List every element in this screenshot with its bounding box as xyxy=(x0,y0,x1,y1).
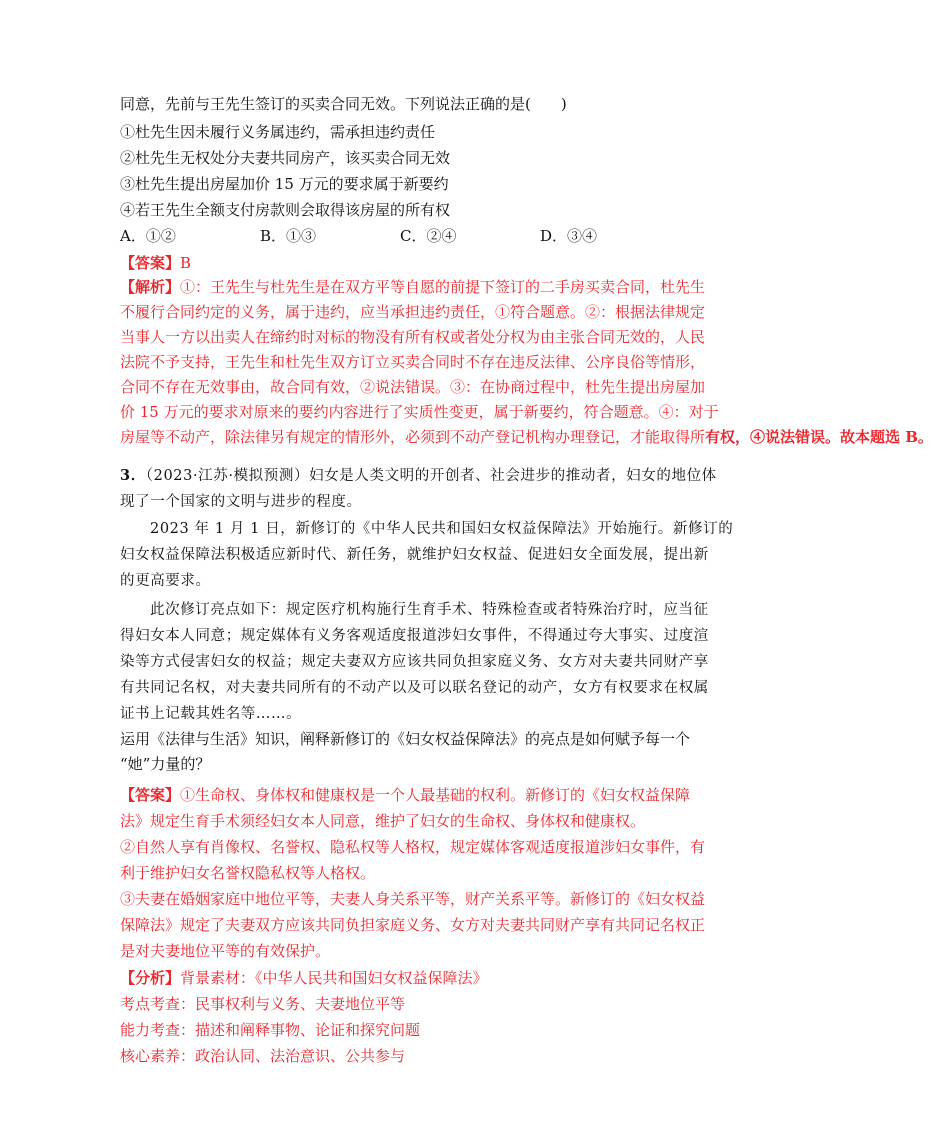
q3-analysis-points: 考点考查：民事权利与义务、夫妻地位平等 xyxy=(120,995,406,1013)
q3-answer-line-5: ③夫妻在婚姻家庭中地位平等，夫妻人身关系平等，财产关系平等。新修订的《妇女权益 xyxy=(120,890,706,908)
q2-option-c: C．②④ xyxy=(400,227,457,245)
q3-material-2-line-4: 有共同记名权，对夫妻共同所有的不动产以及可以联名登记的动产，女方有权要求在权属 xyxy=(120,680,709,696)
q3-material-1-line-2: 妇女权益保障法积极适应新时代、新任务，就维护妇女权益、促进妇女全面发展，提出新 xyxy=(120,547,709,563)
q2-analysis-line-5: 合同不存在无效事由，故合同有效，②说法错误。③：在协商过程中，杜先生提出房屋加 xyxy=(120,378,706,396)
q3-answer-line-4: 利于维护妇女名誉权隐私权等人格权。 xyxy=(120,864,376,882)
q2-statement-4: ④若王先生全额支付房款则会取得该房屋的所有权 xyxy=(120,201,451,219)
q2-analysis-line-4: 法院不予支持，王先生和杜先生双方订立买卖合同时不存在违反法律、公序良俗等情形， xyxy=(120,353,706,371)
q3-material-1-line-3: 的更高要求。 xyxy=(120,573,211,589)
q3-material-2-line-3: 染等方式侵害妇女的权益；规定夫妻双方应该共同负担家庭义务、女方对夫妻共同财产享 xyxy=(120,654,709,670)
q2-analysis-line-7: 房屋等不动产，除法律另有规定的情形外，必须到不动产登记机构办理登记，才能取得所有权，④说法错误。故本题选 B。 xyxy=(120,428,933,446)
q3-answer-line-2: 法》规定生育手术须经妇女本人同意，维护了妇女的生命权、身体权和健康权。 xyxy=(120,812,646,830)
q3-analysis-ability: 能力考查：描述和阐释事物、论证和探究问题 xyxy=(120,1021,421,1039)
q3-analysis-background: 【分析】背景素材：《中华人民共和国妇女权益保障法》 xyxy=(120,969,488,987)
q3-answer-line-6: 保障法》规定了夫妻双方应该共同负担家庭义务、女方对夫妻共同财产享有共同记名权正 xyxy=(120,916,706,934)
q3-stem-line-2: 现了一个国家的文明与进步的程度。 xyxy=(120,494,362,510)
q2-statement-1: ①杜先生因未履行义务属违约，需承担违约责任 xyxy=(120,123,436,141)
q3-material-1-line-1: 2023 年 1 月 1 日，新修订的《中华人民共和国妇女权益保障法》开始施行。新修订的 xyxy=(150,521,734,537)
q3-material-2-line-1: 此次修订亮点如下：规定医疗机构施行生育手术、特殊检查或者特殊治疗时，应当征 xyxy=(150,602,709,618)
q2-analysis-line-1: 【解析】①：王先生与杜先生是在双方平等自愿的前提下签订的二手房买卖合同，杜先生 xyxy=(120,278,706,296)
q2-analysis-line-6: 价 15 万元的要求对原来的要约内容进行了实质性变更，属于新要约，符合题意。④：对于 xyxy=(120,403,719,421)
q2-statement-3: ③杜先生提出房屋加价 15 万元的要求属于新要约 xyxy=(120,175,449,193)
q3-answer-line-7: 是对夫妻地位平等的有效保护。 xyxy=(120,942,331,960)
q2-analysis-line-3: 当事人一方以出卖人在缔约时对标的物没有所有权或者处分权为由主张合同无效的，人民 xyxy=(120,328,706,346)
q3-stem-line-1: 3．（2023·江苏·模拟预测）妇女是人类文明的开创者、社会进步的推动者，妇女的地位体 xyxy=(120,467,717,484)
q2-option-a: A．①② xyxy=(120,227,176,245)
q2-statement-2: ②杜先生无权处分夫妻共同房产，该买卖合同无效 xyxy=(120,149,451,167)
q2-answer: 【答案】B xyxy=(120,254,192,272)
q3-material-2-line-2: 得妇女本人同意；规定媒体有义务客观适度报道涉妇女事件，不得通过夸大事实、过度渲 xyxy=(120,628,709,644)
q2-analysis-line-2: 不履行合同约定的义务，属于违约，应当承担违约责任，①符合题意。②：根据法律规定 xyxy=(120,303,706,321)
q3-answer-line-3: ②自然人享有肖像权、名誉权、隐私权等人格权，规定媒体客观适度报道涉妇女事件，有 xyxy=(120,838,706,856)
q2-option-d: D．③④ xyxy=(540,227,598,245)
q3-material-2-line-5: 证书上记载其姓名等……。 xyxy=(120,706,302,722)
q2-option-b: B．①③ xyxy=(260,227,317,245)
q3-question-line-1: 运用《法律与生活》知识，阐释新修订的《妇女权益保障法》的亮点是如何赋予每一个 xyxy=(120,730,691,748)
q3-analysis-literacy: 核心素养：政治认同、法治意识、公共参与 xyxy=(120,1047,406,1065)
q3-answer-line-1: 【答案】①生命权、身体权和健康权是一个人最基础的权利。新修订的《妇女权益保障 xyxy=(120,786,691,804)
q2-stem-line: 同意，先前与王先生签订的买卖合同无效。下列说法正确的是( ) xyxy=(120,95,567,113)
q3-question-line-2: “她”力量的？ xyxy=(120,755,211,773)
